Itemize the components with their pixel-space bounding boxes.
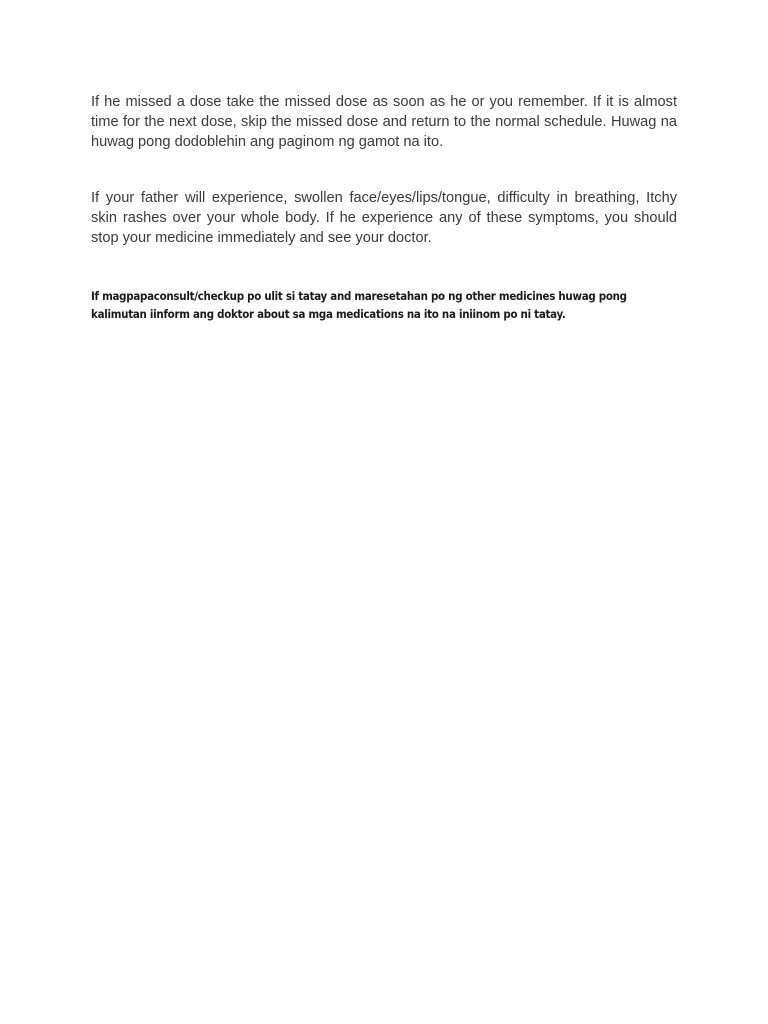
allergic-reaction-paragraph: If your father will experience, swollen face/eyes/lips/tongue, difficulty in breathing, Itchy skin rashes over your whole body. If he experience any of these symptoms, you should stop your medicine immediately and see your doctor.	[91, 190, 677, 246]
consultation-reminder-paragraph: If magpapaconsult/checkup po ulit si tatay and maresetahan po ng other medicines huwag pong kalimutan iinform ang doktor about sa mga medications na ito na iniinom po ni tatay.	[91, 289, 627, 321]
missed-dose-paragraph: If he missed a dose take the missed dose as soon as he or you remember. If it is almost time for the next dose, skip the missed dose and return to the normal schedule. Huwag na huwag pong dodoblehin ang paginom ng gamot na ito.	[91, 94, 677, 150]
